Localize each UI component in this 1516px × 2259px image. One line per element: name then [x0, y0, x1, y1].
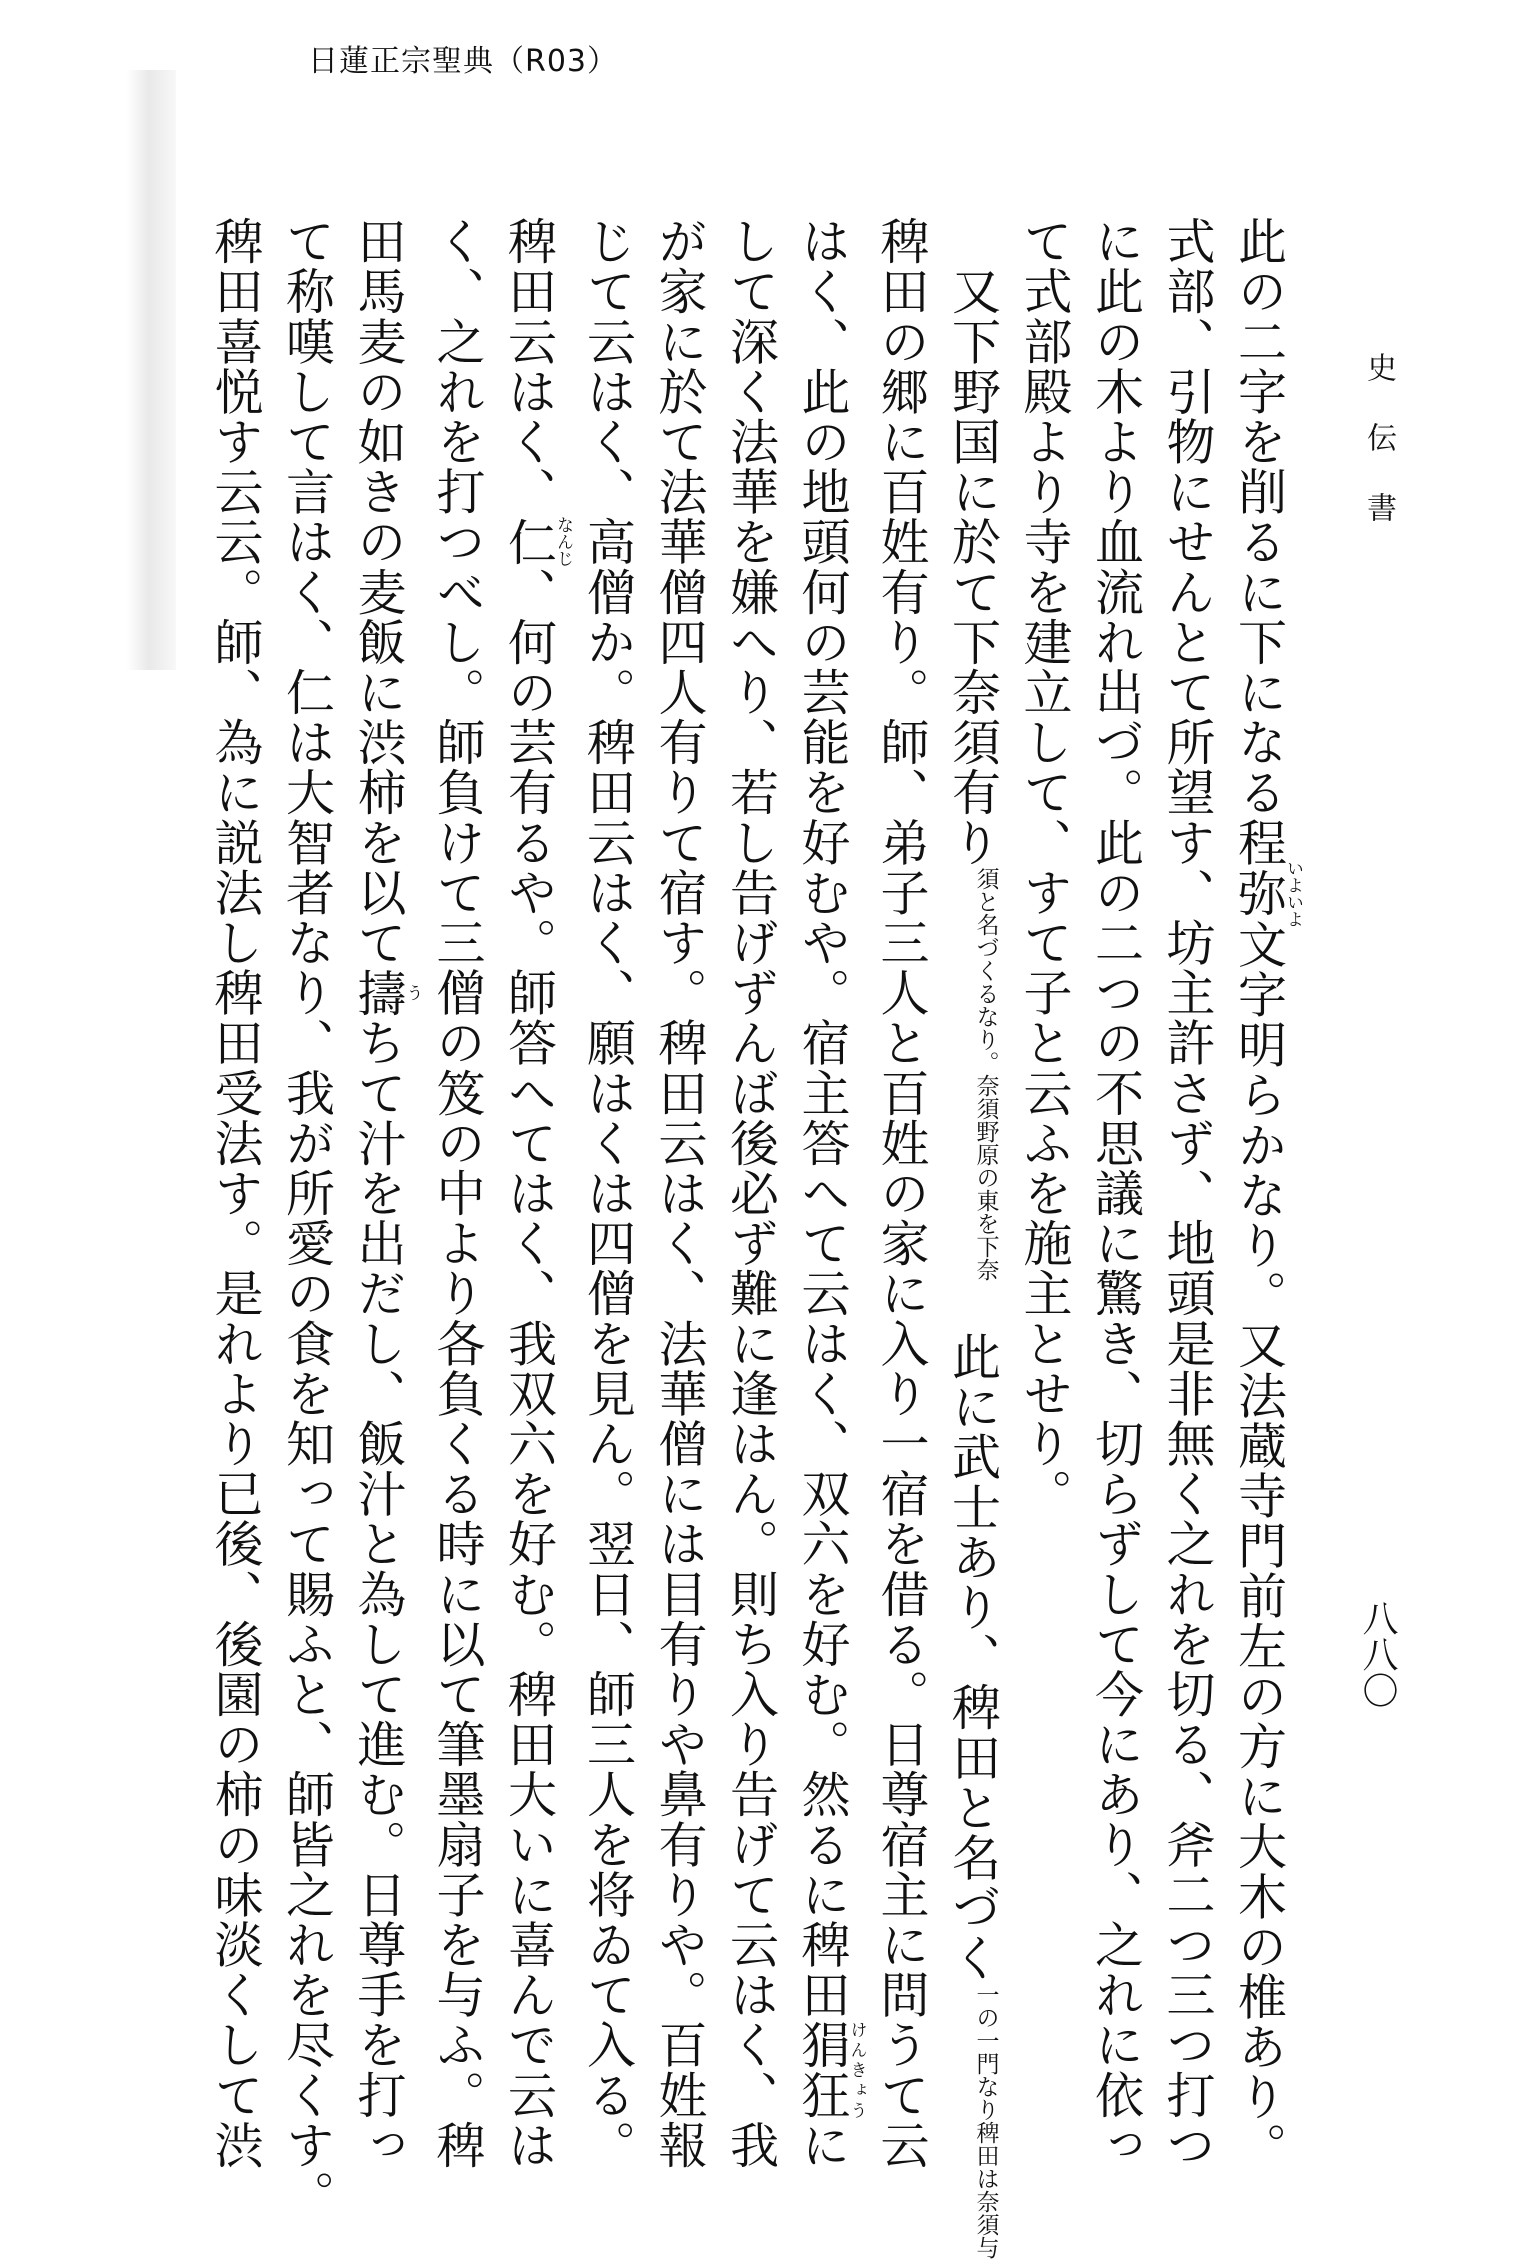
ruby-annotation: 弥いよいよ — [1230, 859, 1303, 928]
scan-shadow — [126, 70, 176, 670]
text-column: 稗田喜悦す云云。師、為に説法し稗田受法す。是れより已後、後園の柿の味淡くして渋 — [207, 216, 264, 2170]
page-number: 八八〇 — [1357, 1600, 1398, 1708]
text-column: 田馬麦の如きの麦飯に渋柿を以て擣うちて汁を出だし、飯汁と為して進む。日尊手を打っ — [350, 216, 423, 2170]
ruby-annotation: 仁なんじ — [500, 516, 573, 568]
inline-note: 稗田は奈須与 一の一門なり — [972, 1982, 999, 2259]
section-label: 史伝書 — [1361, 352, 1396, 562]
text-column: く、之れを打つべし。師負けて三僧の笈の中より各負くる時に以て筆墨扇子を与ふ。稗 — [429, 216, 486, 2170]
text-column: はく、此の地頭何の芸能を好むや。宿主答へて云はく、双六を好む。然るに稗田狷狂けんきょうに — [794, 216, 867, 2170]
body-text — [200, 216, 1303, 2259]
text-column: 稗田の郷に百姓有り。師、弟子三人と百姓の家に入り一宿を借る。日尊宿主に問うて云 — [873, 216, 930, 2170]
text-column: 式部、引物にせんとて所望す、坊主許さず、地頭是非無く之れを切る、斧二つ三つ打つ — [1159, 216, 1216, 2170]
text-column: 又下野国に於て下奈須有り 奈須野原の東を下奈 須と名づくるなり。 此に武士あり、稗田と名づく 稗田は奈須与 一の一門なり — [944, 266, 1002, 2259]
running-head: 日蓮正宗聖典（R03） — [308, 44, 619, 79]
text-column: て称嘆して言はく、仁は大智者なり、我が所愛の食を知って賜ふと、師皆之れを尽くす。 — [278, 216, 336, 2220]
text-column: に此の木より血流れ出づ。此の二つの不思議に驚き、切らずして今にあり、之れに依っ — [1087, 216, 1145, 2170]
text-column: して深く法華を嫌へり、若し告げずんば後必ず難に逢はん。則ち入り告げて云はく、我 — [722, 216, 780, 2170]
ruby-annotation: 狷狂けんきょう — [794, 2019, 867, 2120]
text-column: が家に於て法華僧四人有りて宿す。稗田云はく、法華僧には目有りや鼻有りや。百姓報 — [651, 216, 708, 2170]
text-column: じて云はく、高僧か。稗田云はく、願はくは四僧を見ん。翌日、師三人を将ゐて入る。 — [579, 216, 637, 2170]
inline-note: 奈須野原の東を下奈 須と名づくるなり。 — [972, 867, 999, 1282]
text-column: 此の二字を削るに下になる程弥いよいよ文字明らかなり。又法蔵寺門前左の方に大木の椎あり。 — [1230, 216, 1303, 2172]
ruby-annotation: 擣う — [350, 967, 423, 1018]
text-column: 稗田云はく、仁なんじ、何の芸有るや。師答へてはく、我双六を好む。稗田大いに喜んで云は — [500, 216, 573, 2170]
text-column: て式部殿より寺を建立して、すて子と云ふを施主とせり。 — [1016, 216, 1073, 1519]
